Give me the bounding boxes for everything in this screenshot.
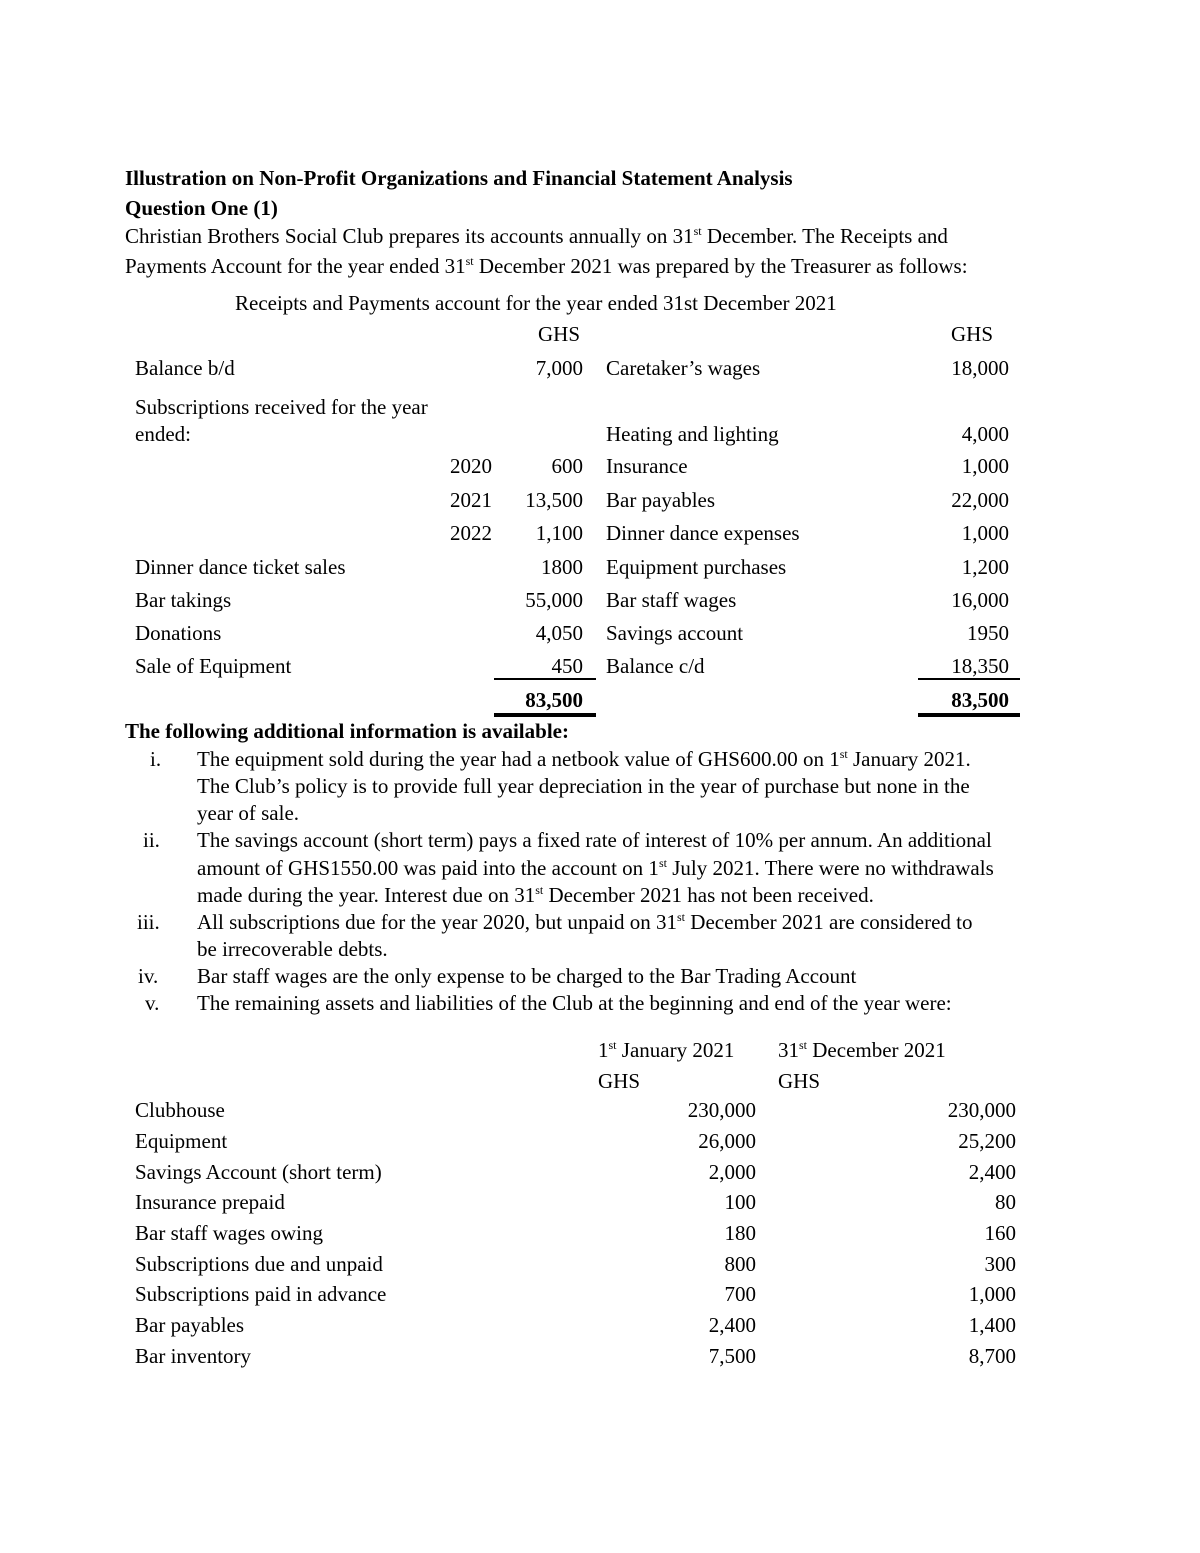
table-row-end: 160 (984, 1221, 1016, 1245)
column-header-start: 1st January 2021 (598, 1038, 735, 1062)
list-item-line: year of sale. (197, 801, 300, 825)
receipt-amount: 1800 (541, 555, 583, 579)
payment-label: Dinner dance expenses (606, 521, 800, 545)
receipt-amount: 450 (551, 654, 583, 678)
payment-amount: 16,000 (951, 588, 1009, 612)
table-row-end: 80 (995, 1190, 1016, 1214)
subscription-amount: 600 (551, 454, 583, 478)
list-item-number: iii. (137, 910, 160, 934)
intro-line-2: Payments Account for the year ended 31st December 2021 was prepared by the Treasurer as follows: (125, 254, 968, 278)
table-row-label: Bar payables (135, 1313, 245, 1337)
rp-caption: Receipts and Payments account for the year ended 31st December 2021 (235, 291, 837, 315)
table-row-end: 1,400 (968, 1313, 1016, 1337)
table-row-end: 230,000 (947, 1098, 1016, 1122)
receipt-label: Donations (135, 621, 222, 645)
table-row-start: 800 (724, 1252, 756, 1276)
receipt-amount: 4,050 (535, 621, 583, 645)
payment-amount: 18,350 (951, 654, 1009, 678)
payment-amount: 1,000 (961, 454, 1009, 478)
subscription-year: 2020 (450, 454, 492, 478)
list-item-number: v. (145, 991, 160, 1015)
rp-currency-receipts: GHS (537, 322, 580, 346)
table-row-label: Bar staff wages owing (135, 1221, 323, 1245)
list-item-line: The savings account (short term) pays a fixed rate of interest of 10% per annum. An additional (197, 828, 992, 852)
document-title: Illustration on Non-Profit Organizations and Financial Statement Analysis (125, 166, 793, 190)
list-item-line: All subscriptions due for the year 2020, but unpaid on 31st December 2021 are considered to (197, 910, 973, 934)
subscription-amount: 1,100 (535, 521, 583, 545)
payment-amount: 1,000 (961, 521, 1009, 545)
payment-amount: 1,200 (961, 555, 1009, 579)
table-row-end: 1,000 (968, 1282, 1016, 1306)
receipts-total-rule (494, 713, 596, 717)
receipts-total: 83,500 (525, 688, 583, 712)
intro-line-1: Christian Brothers Social Club prepares its accounts annually on 31st December. The Receipts and (125, 224, 948, 248)
table-row-label: Insurance prepaid (135, 1190, 285, 1214)
subscription-year: 2022 (450, 521, 492, 545)
list-item-line: made during the year. Interest due on 31st December 2021 has not been received. (197, 883, 874, 907)
table-row-start: 26,000 (698, 1129, 756, 1153)
payment-amount: 4,000 (961, 422, 1009, 446)
table-row-end: 300 (984, 1252, 1016, 1276)
receipts-subtotal-rule (494, 678, 596, 680)
payments-subtotal-rule (918, 678, 1020, 680)
list-item-number: i. (150, 747, 162, 771)
payment-label: Equipment purchases (606, 555, 787, 579)
table-row-end: 25,200 (958, 1129, 1016, 1153)
table-row-start: 700 (724, 1282, 756, 1306)
table-row-label: Bar inventory (135, 1344, 252, 1368)
receipt-amount: 55,000 (525, 588, 583, 612)
question-heading: Question One (1) (125, 196, 278, 220)
list-item-number: ii. (143, 828, 160, 852)
rp-currency-payments: GHS (950, 322, 993, 346)
list-item-line: Bar staff wages are the only expense to be charged to the Bar Trading Account (197, 964, 857, 988)
subscriptions-label: Subscriptions received for the year (135, 395, 428, 419)
payment-amount: 18,000 (951, 356, 1009, 380)
receipt-amount: 7,000 (535, 356, 583, 380)
column-currency-start: GHS (598, 1069, 641, 1093)
payments-total-rule (918, 713, 1020, 717)
payments-total: 83,500 (951, 688, 1009, 712)
additional-info-heading: The following additional information is available: (125, 719, 569, 743)
payment-label: Bar staff wages (606, 588, 737, 612)
payment-amount: 1950 (967, 621, 1009, 645)
table-row-start: 100 (724, 1190, 756, 1214)
list-item-number: iv. (138, 964, 159, 988)
receipt-label: Balance b/d (135, 356, 235, 380)
payment-label: Insurance (606, 454, 688, 478)
table-row-label: Clubhouse (135, 1098, 225, 1122)
table-row-start: 2,400 (708, 1313, 756, 1337)
table-row-start: 180 (724, 1221, 756, 1245)
payment-label: Bar payables (606, 488, 716, 512)
table-row-start: 230,000 (687, 1098, 756, 1122)
receipt-label: Bar takings (135, 588, 232, 612)
payment-label: Caretaker’s wages (606, 356, 761, 380)
table-row-label: Savings Account (short term) (135, 1160, 382, 1184)
list-item-line: The equipment sold during the year had a netbook value of GHS600.00 on 1st January 2021. (197, 747, 971, 771)
table-row-label: Equipment (135, 1129, 228, 1153)
receipt-label: Dinner dance ticket sales (135, 555, 346, 579)
column-header-end: 31st December 2021 (778, 1038, 946, 1062)
table-row-label: Subscriptions paid in advance (135, 1282, 387, 1306)
list-item-line: be irrecoverable debts. (197, 937, 388, 961)
subscription-year: 2021 (450, 488, 492, 512)
table-row-end: 2,400 (968, 1160, 1016, 1184)
payment-amount: 22,000 (951, 488, 1009, 512)
table-row-start: 2,000 (708, 1160, 756, 1184)
receipt-label: Sale of Equipment (135, 654, 292, 678)
subscription-amount: 13,500 (525, 488, 583, 512)
list-item-line: amount of GHS1550.00 was paid into the account on 1st July 2021. There were no withdrawals (197, 856, 994, 880)
table-row-end: 8,700 (968, 1344, 1016, 1368)
column-currency-end: GHS (778, 1069, 821, 1093)
table-row-label: Subscriptions due and unpaid (135, 1252, 383, 1276)
list-item-line: The Club’s policy is to provide full year depreciation in the year of purchase but none in the (197, 774, 970, 798)
payment-label: Balance c/d (606, 654, 705, 678)
payment-label: Savings account (606, 621, 744, 645)
list-item-line: The remaining assets and liabilities of the Club at the beginning and end of the year were: (197, 991, 952, 1015)
payment-label: Heating and lighting (606, 422, 779, 446)
subscriptions-label-cont: ended: (135, 422, 191, 446)
table-row-start: 7,500 (708, 1344, 756, 1368)
